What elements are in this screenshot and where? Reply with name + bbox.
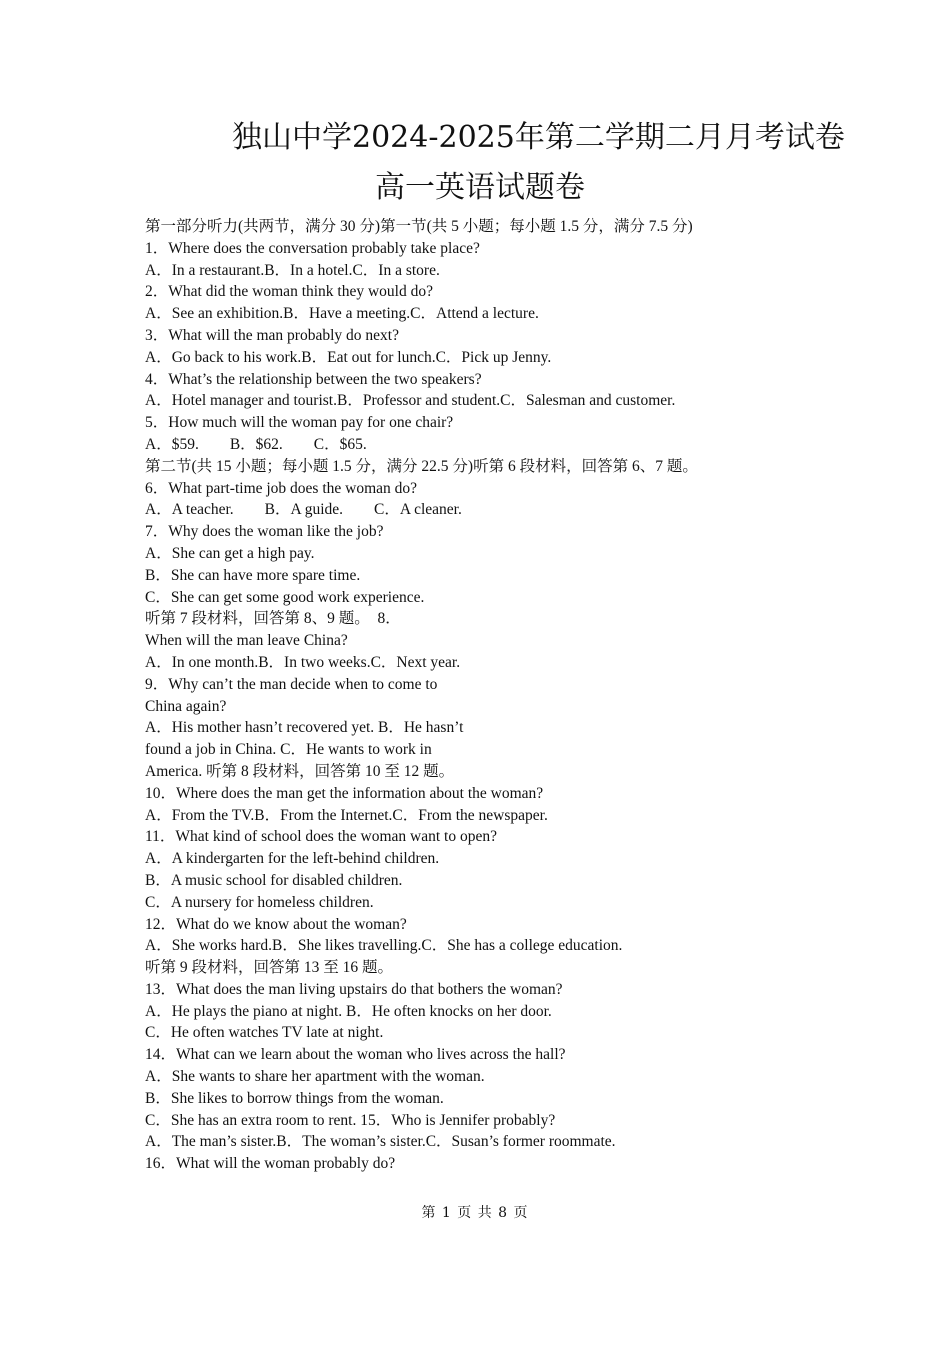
question-line: 6．What part-time job does the woman do? <box>145 479 418 497</box>
option-line: A．From the TV.B．From the Internet.C．From the newspaper. <box>145 806 548 824</box>
question-line: When will the man leave China? <box>145 632 348 650</box>
section-heading: 第二节(共 15 小题；每小题 1.5 分，满分 22.5 分)听第 6 段材料，回答第 6、7 题。 <box>145 457 698 475</box>
question-line: 16．What will the woman probably do? <box>145 1155 396 1173</box>
instruction-line: 听第 7 段材料，回答第 8、9 题。 8． <box>145 610 401 628</box>
option-line: B．She can have more spare time. <box>145 566 361 584</box>
option-line: found a job in China. C．He wants to work in <box>145 741 432 759</box>
option-line: A．His mother hasn’t recovered yet. B．He hasn’t <box>145 719 464 737</box>
question-line: 12．What do we know about the woman? <box>145 915 407 933</box>
option-line: B．She likes to borrow things from the woman. <box>145 1089 444 1107</box>
option-line: A．In a restaurant.B．In a hotel.C．In a store. <box>145 261 440 279</box>
option-line: C．He often watches TV late at night. <box>145 1024 384 1042</box>
option-line: C．She has an extra room to rent. 15．Who is Jennifer probably? <box>145 1111 556 1129</box>
option-line: America. 听第 8 段材料，回答第 10 至 12 题。 <box>145 762 455 780</box>
option-line: A．In one month.B．In two weeks.C．Next year. <box>145 653 461 671</box>
question-line: 11．What kind of school does the woman want to open? <box>145 828 497 846</box>
option-line: C．She can get some good work experience. <box>145 588 425 606</box>
option-line: A．She can get a high pay. <box>145 544 315 562</box>
option-line: A．She wants to share her apartment with the woman. <box>145 1068 485 1086</box>
exam-body <box>145 216 845 1175</box>
question-line: 4．What’s the relationship between the two speakers? <box>145 370 482 388</box>
instruction-line: 听第 9 段材料，回答第 13 至 16 题。 <box>145 959 394 977</box>
option-line: A．A kindergarten for the left-behind children. <box>145 850 440 868</box>
question-line: 2．What did the woman think they would do? <box>145 283 433 301</box>
option-line: A．She works hard.B．She likes travelling.C．She has a college education. <box>145 937 623 955</box>
option-line: A．See an exhibition.B．Have a meeting.C．Attend a lecture. <box>145 305 539 323</box>
option-line: A．$59. B．$62. C．$65. <box>145 435 367 453</box>
exam-title: 独山中学2024-2025年第二学期二月月考试卷 <box>232 120 845 155</box>
question-line: 3．What will the man probably do next? <box>145 326 399 344</box>
option-line: B．A music school for disabled children. <box>145 871 403 889</box>
question-line: 5．How much will the woman pay for one chair? <box>145 414 454 432</box>
option-line: A．A teacher. B．A guide. C．A cleaner. <box>145 501 462 519</box>
option-line: A．He plays the piano at night. B．He often knocks on her door. <box>145 1002 552 1020</box>
section-heading: 第一部分听力(共两节，满分 30 分)第一节(共 5 小题；每小题 1.5 分，满分 7.5 分) <box>145 218 693 235</box>
option-line: C．A nursery for homeless children. <box>145 893 374 911</box>
question-line: 14．What can we learn about the woman who lives across the hall? <box>145 1046 566 1064</box>
exam-subtitle: 高一英语试题卷 <box>375 170 585 205</box>
question-line: 7．Why does the woman like the job? <box>145 523 384 541</box>
question-line: China again? <box>145 697 227 715</box>
option-line: A．The man’s sister.B．The woman’s sister.C．Susan’s former roommate. <box>145 1133 616 1151</box>
option-line: A．Hotel manager and tourist.B．Professor and student.C．Salesman and customer. <box>145 392 676 410</box>
question-line: 9．Why can’t the man decide when to come to <box>145 675 438 693</box>
question-line: 13．What does the man living upstairs do that bothers the woman? <box>145 980 563 998</box>
option-line: A．Go back to his work.B．Eat out for lunch.C．Pick up Jenny. <box>145 348 552 366</box>
question-line: 10．Where does the man get the information about the woman? <box>145 784 544 802</box>
question-line: 1．Where does the conversation probably take place? <box>145 239 480 257</box>
page-number: 第 1 页 共 8 页 <box>421 1205 529 1221</box>
